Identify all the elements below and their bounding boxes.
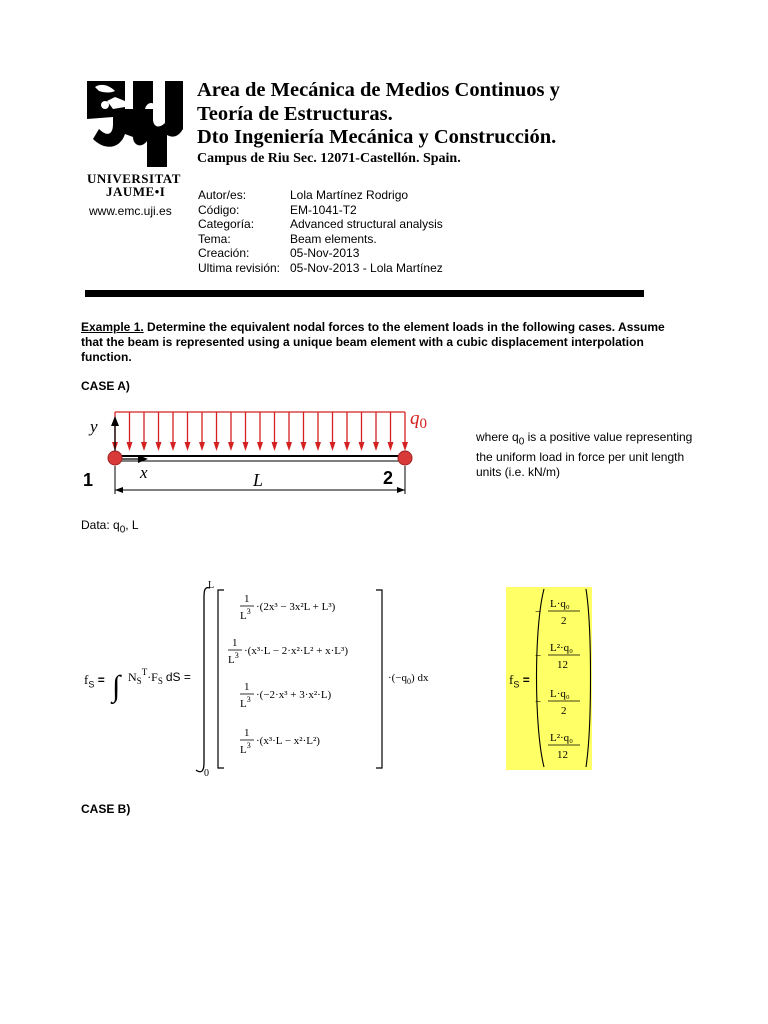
meta-value: Lola Martínez Rodrigo	[290, 188, 409, 202]
example-label: Example 1.	[81, 320, 144, 334]
load-arrow	[388, 412, 394, 451]
load-arrow	[170, 412, 176, 451]
case-b-heading: CASE B)	[81, 802, 131, 816]
dim-arrow-right	[397, 487, 405, 493]
matrix-expression: ·(2x³ − 3x²L + L³)	[256, 601, 336, 613]
meta-row	[198, 217, 443, 232]
case-a-heading: CASE A)	[81, 379, 130, 393]
integral-sign-2	[196, 588, 210, 772]
example-statement	[81, 320, 681, 365]
document-metadata	[198, 188, 443, 276]
load-arrow	[185, 412, 191, 451]
result-numerator: L·q₀	[550, 598, 570, 610]
title-line-2: Teoría de Estructuras.	[197, 102, 393, 125]
load-arrow	[156, 412, 162, 451]
node-1-label: 1	[83, 470, 94, 490]
data-line	[81, 518, 139, 535]
matrix-expression: ·(−2·x³ + 3·x²·L)	[256, 689, 332, 701]
note-text-post: is a positive value representing the uniform load in force per unit length units (i.e. kN/m)	[476, 430, 693, 480]
campus-address: Campus de Riu Sec. 12071-Castellón. Spain.	[197, 151, 461, 166]
integral-lower-limit: 0	[204, 768, 209, 779]
meta-key: Creación:	[198, 246, 250, 261]
length-label: L	[253, 470, 264, 490]
university-name-line1: UNIVERSITAT	[87, 171, 181, 186]
result-denominator: 2	[561, 615, 567, 627]
result-row	[535, 598, 580, 627]
title-line-1: Area de Mecánica de Medios Continuos y	[197, 79, 560, 101]
result-numerator: L·q₀	[550, 688, 570, 700]
node-1-circle	[108, 451, 122, 465]
meta-key: Tema:	[198, 231, 231, 246]
y-axis-label: y	[90, 417, 98, 436]
website-link[interactable]: www.emc.uji.es	[89, 204, 172, 218]
load-arrow	[286, 412, 292, 451]
integral-sign-1: ∫	[112, 670, 121, 703]
node-2-label: 2	[383, 468, 394, 488]
load-arrow	[330, 412, 336, 451]
result-vector	[530, 587, 592, 775]
q0-label: $q_0$	[410, 408, 427, 432]
meta-key: Autor/es:	[198, 188, 247, 202]
load-arrow	[301, 412, 307, 451]
meta-value: 05-Nov-2013 - Lola Martínez	[290, 260, 443, 275]
fraction-numerator: 1	[244, 593, 250, 605]
matrix-rows	[228, 593, 348, 756]
meta-row	[198, 246, 443, 261]
result-numerator: L²·q₀	[550, 642, 574, 654]
matrix-bracket-left	[218, 590, 224, 768]
note-subscript: 0	[518, 436, 525, 448]
fraction-numerator: 1	[244, 681, 250, 693]
load-description	[476, 430, 696, 481]
fraction-denominator: $L^3$	[228, 651, 239, 666]
fraction-numerator: 1	[244, 727, 250, 739]
meta-key: Código:	[198, 202, 240, 217]
matrix-row	[228, 637, 348, 666]
department-title	[197, 79, 737, 150]
result-denominator: 12	[557, 749, 568, 761]
meta-row	[198, 232, 443, 247]
result-rows	[535, 598, 580, 761]
fraction-denominator: $L^3$	[240, 607, 251, 622]
fraction-numerator: 1	[232, 637, 238, 649]
fraction-denominator: $L^3$	[240, 695, 251, 710]
data-subscript: 0	[119, 524, 126, 536]
integral-formula	[110, 578, 450, 788]
load-arrow	[243, 412, 249, 451]
load-arrow	[228, 412, 234, 451]
matrix-row	[240, 593, 336, 622]
result-paren-right	[586, 589, 591, 767]
result-numerator: L²·q₀	[550, 732, 574, 744]
integral-tail: $\cdot(-q_0)$ dx	[388, 672, 429, 686]
integrand: $N_S^T\cdot F_S$ dS =	[128, 667, 191, 686]
university-name-line2: JAUME•I	[106, 184, 166, 199]
meta-value: 05-Nov-2013	[290, 246, 360, 261]
load-arrow	[141, 412, 147, 451]
data-text-post: , L	[125, 518, 139, 532]
result-denominator: 12	[557, 659, 568, 671]
result-sign: −	[535, 606, 542, 618]
load-arrow	[214, 412, 220, 451]
load-arrows	[112, 412, 408, 451]
fraction-denominator: $L^3$	[240, 741, 251, 756]
load-arrow	[127, 412, 133, 451]
load-arrow	[373, 412, 379, 451]
load-arrow	[315, 412, 321, 451]
result-sign: −	[535, 696, 542, 708]
matrix-expression: ·(x³·L − x²·L²)	[256, 735, 320, 747]
meta-key: Categoría:	[198, 217, 255, 232]
load-arrow	[257, 412, 263, 451]
result-denominator: 2	[561, 705, 567, 717]
meta-value: EM-1041-T2	[290, 202, 357, 217]
x-axis-label: x	[140, 463, 148, 482]
meta-row	[198, 188, 443, 203]
example-text: Determine the equivalent nodal forces to the element loads in the following cases. Assume that the beam is represented using a unique beam element with a cubic displacement interpolation function.	[81, 320, 665, 364]
load-arrow	[272, 412, 278, 451]
result-row	[548, 732, 580, 761]
university-logo	[85, 79, 185, 169]
matrix-row	[240, 727, 320, 756]
integral-upper-limit: L	[208, 580, 215, 591]
meta-row	[198, 203, 443, 218]
load-arrow	[344, 412, 350, 451]
matrix-expression: ·(x³·L − 2·x²·L² + x·L³)	[244, 645, 348, 657]
meta-row	[198, 261, 443, 276]
result-lhs: $f_S$ =	[509, 672, 530, 690]
note-text-pre: where q	[476, 430, 519, 444]
load-arrow	[359, 412, 365, 451]
matrix-bracket-right	[376, 590, 382, 768]
load-arrow	[199, 412, 205, 451]
dim-arrow-left	[115, 487, 123, 493]
title-line-3: Dto Ingeniería Mecánica y Construcción.	[197, 126, 557, 148]
meta-key: Ultima revisión:	[198, 260, 281, 275]
node-2-circle	[398, 451, 412, 465]
beam-diagram	[80, 404, 440, 504]
formula-lhs: $f_S$ =	[84, 672, 105, 690]
meta-value: Beam elements.	[290, 231, 377, 246]
y-axis-arrowhead	[111, 416, 119, 426]
result-row	[535, 642, 580, 671]
meta-value: Advanced structural analysis	[290, 217, 443, 232]
header-divider	[85, 290, 644, 297]
result-row	[535, 688, 580, 717]
data-text-pre: Data: q	[81, 518, 120, 532]
load-arrow	[402, 412, 408, 451]
result-sign: −	[535, 650, 542, 662]
matrix-row	[240, 681, 332, 710]
